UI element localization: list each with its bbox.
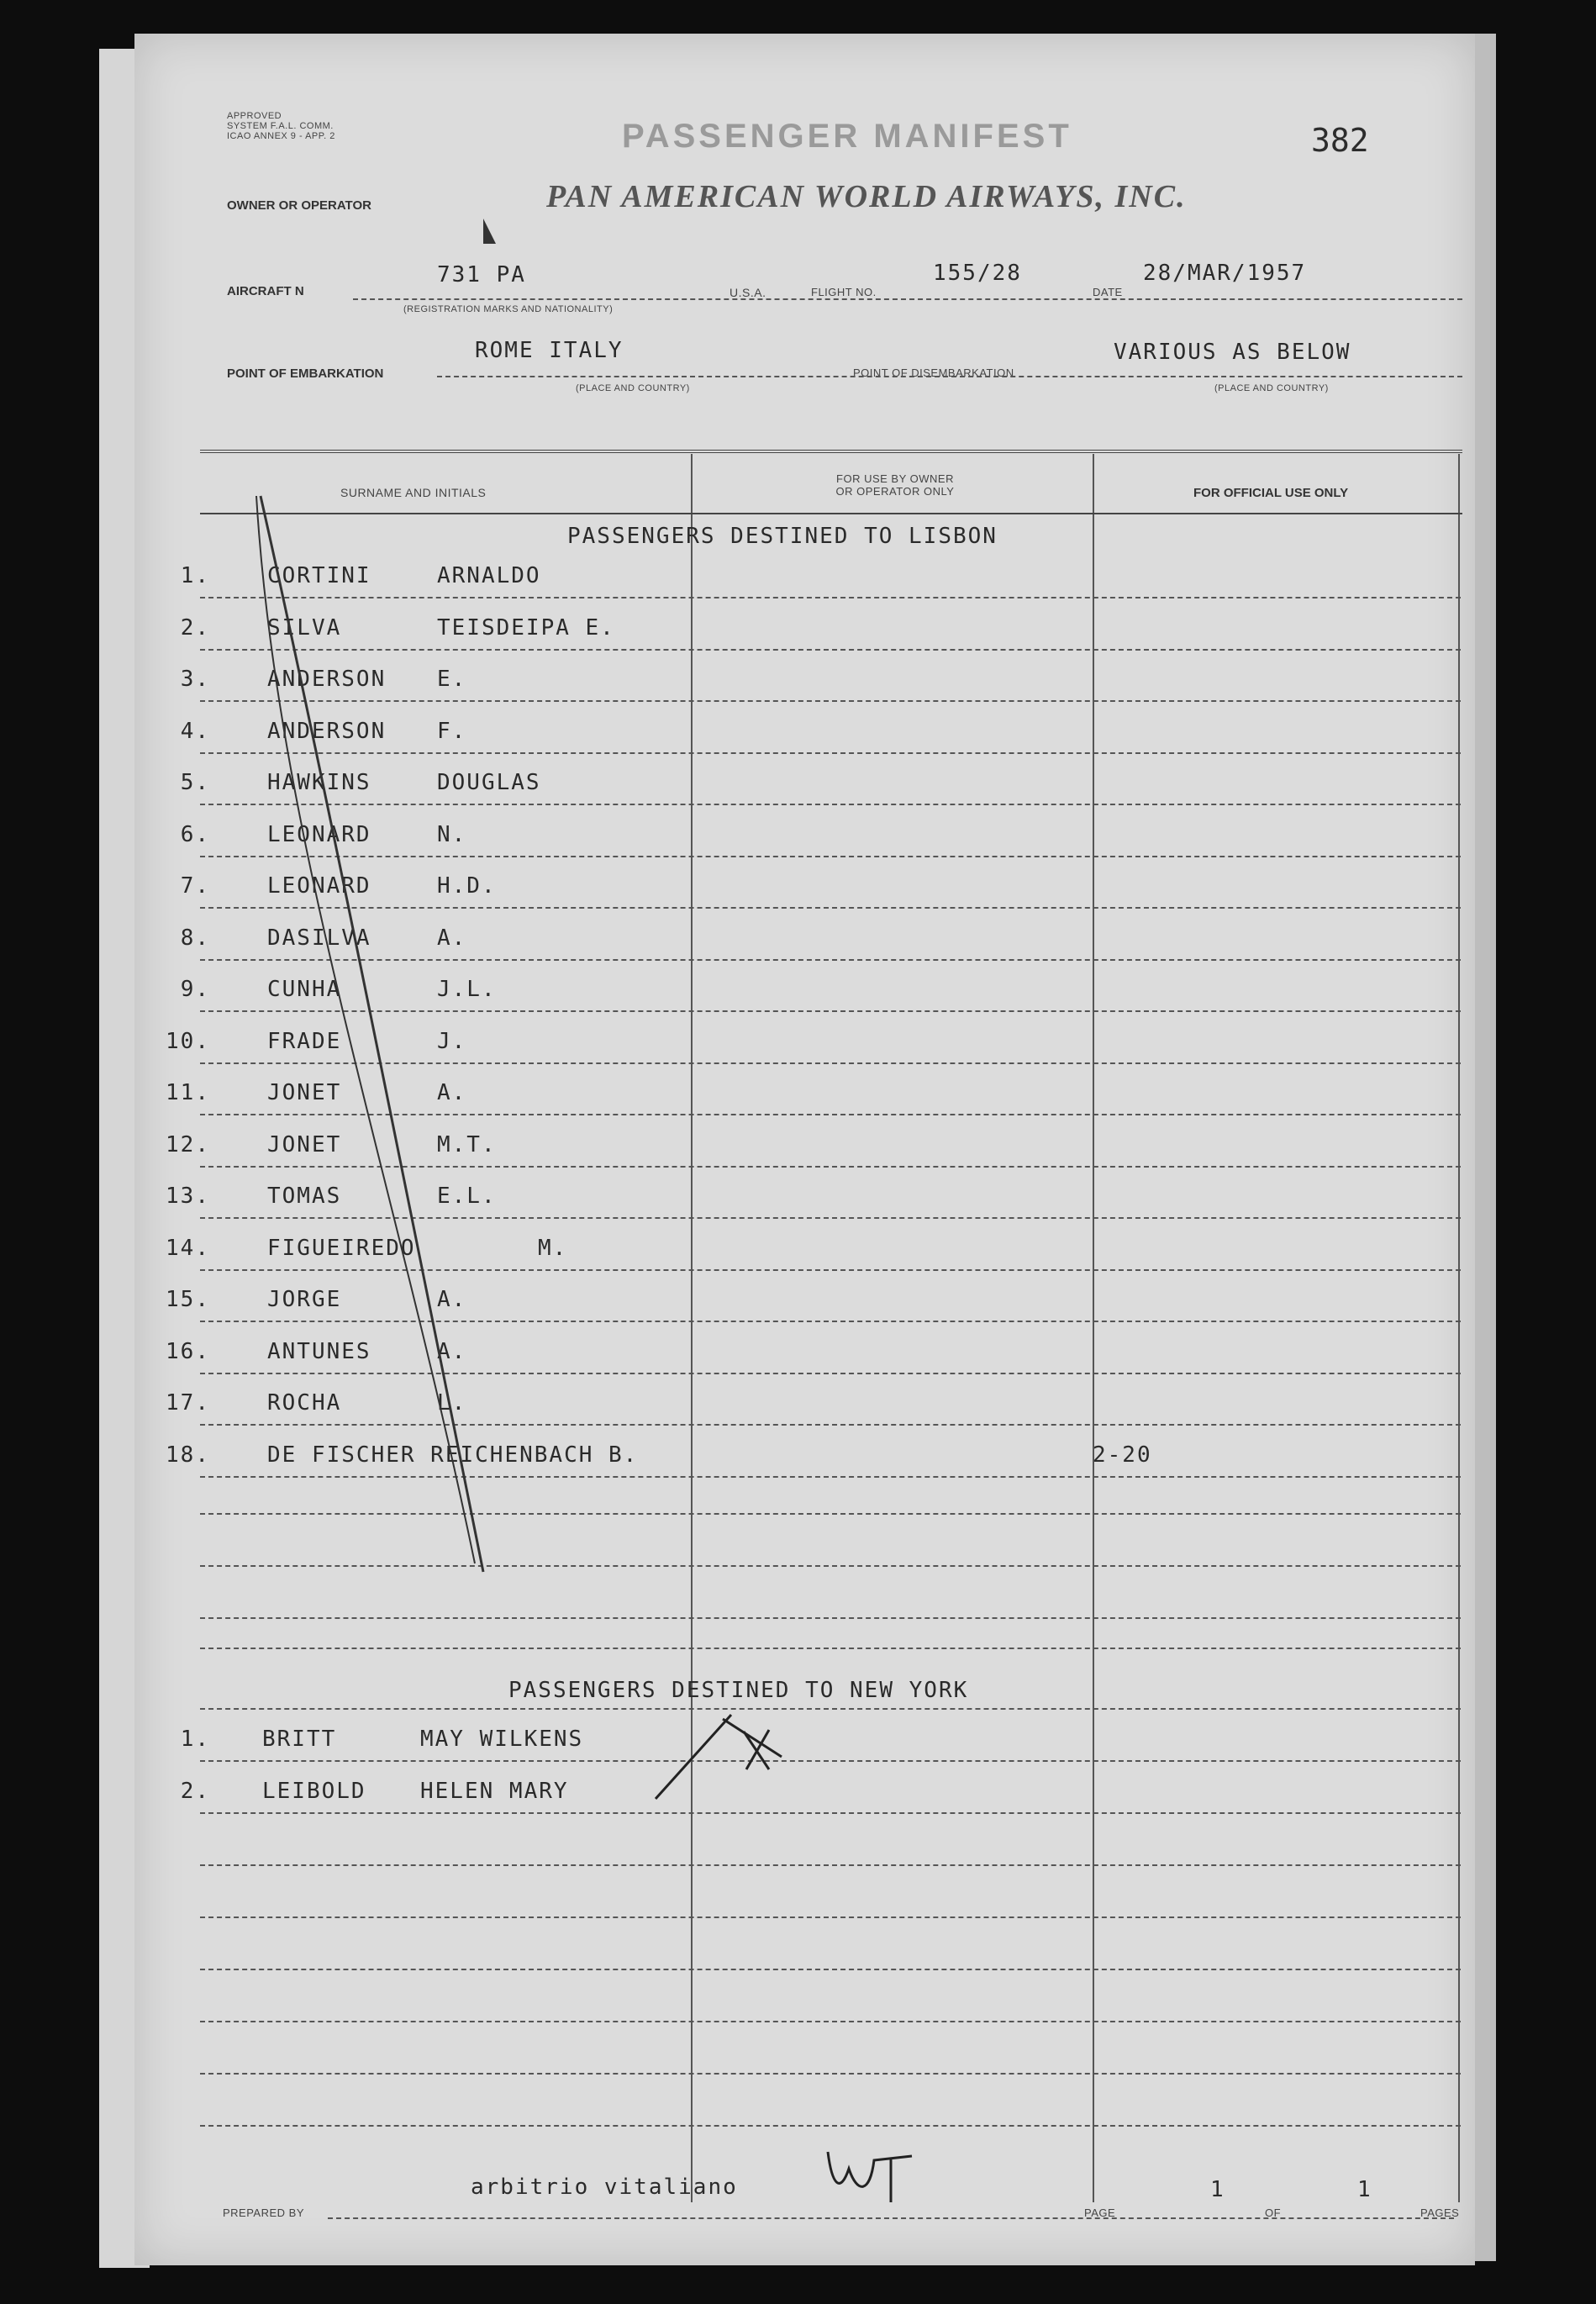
row-number: 17. [166,1390,210,1416]
embark-value: ROME ITALY [475,338,624,363]
row-number: 14. [166,1235,210,1261]
row-number: 3. [180,667,210,692]
flight-value: 155/28 [933,261,1022,286]
passenger-surname: ANTUNES [267,1338,371,1364]
crossout-stroke-2 [256,496,475,1563]
row-number: 8. [180,925,210,951]
passenger-surname: JORGE [267,1287,342,1312]
embark-sub-label: (PLACE AND COUNTRY) [576,383,690,393]
row-number: 11. [166,1080,210,1105]
row-number: 1. [180,563,210,588]
passenger-surname: FRADE [267,1028,342,1054]
passenger-surname: CUNHA [267,977,342,1002]
passenger-initials: DOUGLAS [437,770,541,795]
form-title: PASSENGER MANIFEST [622,118,1072,155]
of-label: OF [1265,2206,1282,2219]
passenger-surname: ANDERSON [267,718,387,744]
passenger-surname: TOMAS [267,1184,342,1209]
row-number: 4. [180,718,210,744]
row-number: 16. [166,1338,210,1364]
aircraft-value: 731 PA [437,262,526,287]
passenger-surname: HAWKINS [267,770,371,795]
row-number: 13. [166,1184,210,1209]
row-number: 2. [180,1779,210,1804]
passenger-initials: ARNALDO [437,563,541,588]
crossout-stroke-1 [261,496,483,1572]
disembark-value: VARIOUS AS BELOW [1114,340,1351,365]
approval-line-2: SYSTEM F.A.L. COMM. [227,121,334,131]
row-number: 5. [180,770,210,795]
row-number: 7. [180,873,210,899]
col-surname-header: SURNAME AND INITIALS [340,486,487,499]
passenger-surname: FIGUEIREDO [267,1235,416,1261]
passenger-surname: ROCHA [267,1390,342,1416]
date-value: 28/MAR/1957 [1143,261,1307,286]
passenger-initials: N. [437,821,467,847]
row-number: 6. [180,821,210,847]
passenger-surname: DASILVA [267,925,371,951]
page-value: 1 [1210,2177,1225,2202]
passenger-initials: M. [538,1235,568,1261]
passenger-surname: LEONARD [267,873,371,899]
passenger-initials: F. [437,718,467,744]
page-stamp-number: 382 [1311,122,1369,159]
row-number: 18. [166,1442,210,1468]
passenger-initials: L. [437,1390,467,1416]
passenger-surname: JONET [267,1131,342,1157]
owner-value: PAN AMERICAN WORLD AIRWAYS, INC. [546,179,1187,214]
owner-label: OWNER OR OPERATOR [227,198,371,213]
official-use-value: 2-20 [1093,1442,1152,1468]
col-official-header: FOR OFFICIAL USE ONLY [1193,486,1349,500]
passenger-given-names: MAY WILKENS [420,1727,584,1752]
disembark-sub-label: (PLACE AND COUNTRY) [1214,383,1329,393]
of-value: 1 [1357,2177,1372,2202]
passenger-initials: J. [437,1028,467,1054]
initials-signature-icon [828,2152,912,2202]
prepared-by-value: arbitrio vitaliano [471,2175,738,2200]
col-owner-header-line1: FOR USE BY OWNER [836,472,954,485]
row-number: 2. [180,614,210,641]
handwritten-a-mark-icon [483,219,496,244]
col-owner-header-line2: OR OPERATOR ONLY [835,485,955,498]
row-number: 10. [166,1028,210,1054]
check-mark-icon [656,1715,782,1799]
passenger-initials: A. [437,1080,467,1105]
passenger-initials: TEISDEIPA E. [437,614,615,641]
embark-label: POINT OF EMBARKATION [227,366,384,381]
date-label: DATE [1093,286,1123,298]
row-number: 12. [166,1131,210,1157]
passenger-surname: LEONARD [267,821,371,847]
passenger-initials: J.L. [437,977,497,1002]
passenger-initials: A. [437,1287,467,1312]
page-label: PAGE [1084,2206,1116,2219]
footer-line [328,2217,1454,2219]
passenger-surname: SILVA [267,614,342,641]
row-number: 9. [180,977,210,1002]
passenger-surname: BRITT [262,1727,337,1752]
row-number: 15. [166,1287,210,1312]
passenger-surname: ANDERSON [267,667,387,692]
passenger-initials: M.T. [437,1131,497,1157]
usa-label: U.S.A. [730,286,766,299]
passenger-initials: H.D. [437,873,497,899]
row-number: 1. [180,1727,210,1752]
passenger-surname: JONET [267,1080,342,1105]
section-heading-lisbon: PASSENGERS DESTINED TO LISBON [567,524,998,549]
passenger-surname: CORTINI [267,563,371,588]
disembark-label: POINT OF DISEMBARKATION [853,366,1014,379]
passenger-surname: LEIBOLD [262,1779,366,1804]
approval-line-3: ICAO ANNEX 9 - APP. 2 [227,131,335,141]
flight-label: FLIGHT NO. [811,286,877,298]
pages-label: PAGES [1420,2206,1460,2219]
passenger-initials: A. [437,1338,467,1364]
passenger-surname: DE FISCHER REICHENBACH B. [267,1442,639,1468]
approval-line-1: APPROVED [227,111,282,121]
passenger-initials: A. [437,925,467,951]
section-heading-newyork: PASSENGERS DESTINED TO NEW YORK [508,1678,969,1703]
passenger-initials: E.L. [437,1184,497,1209]
aircraft-label: AIRCRAFT N [227,284,304,298]
prepared-by-label: PREPARED BY [223,2206,305,2219]
passenger-given-names: HELEN MARY [420,1779,569,1804]
passenger-initials: E. [437,667,467,692]
aircraft-sub-label: (REGISTRATION MARKS AND NATIONALITY) [403,304,614,314]
